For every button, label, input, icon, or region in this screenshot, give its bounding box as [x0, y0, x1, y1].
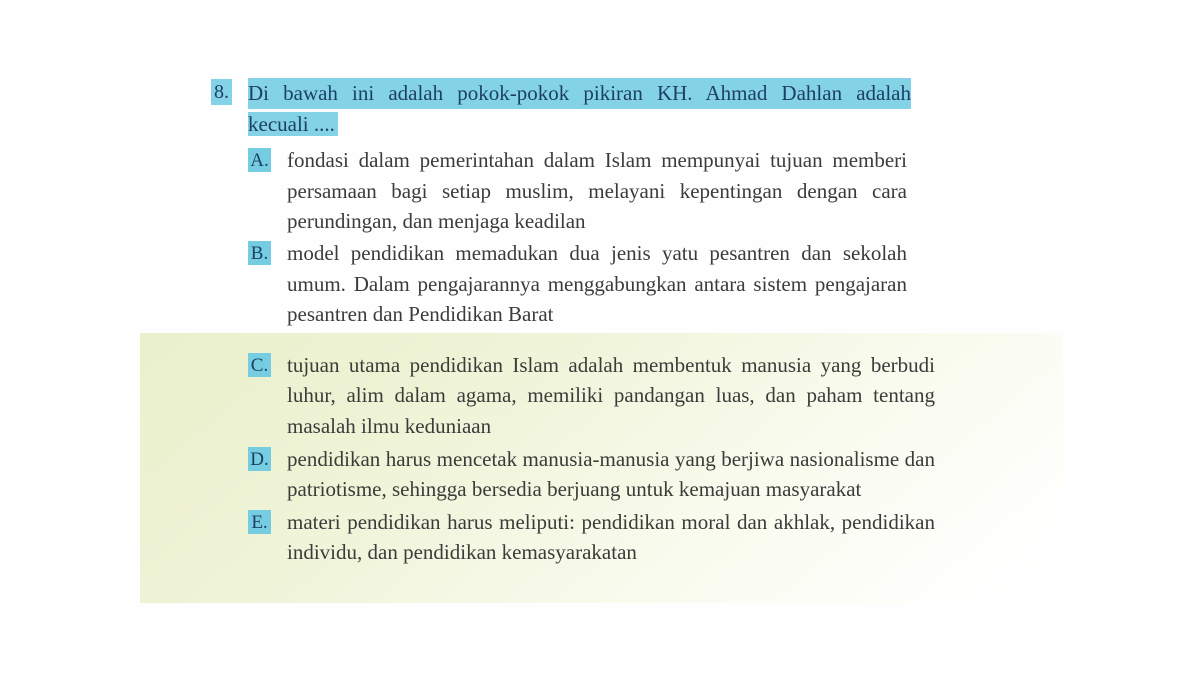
option-c-letter-badge: C.: [248, 353, 271, 377]
option-b-letter-badge: B.: [248, 241, 271, 265]
option-b-text: model pendidikan memadukan dua jenis yatu pesantren dan sekolah umum. Dalam pengajarannya menggabungkan antara sistem pengajaran pesantren dan Pendidikan Barat: [287, 240, 907, 327]
option-a: [211, 145, 971, 237]
option-c-text: tujuan utama pendidikan Islam adalah membentuk manusia yang berbudi luhur, alim dalam agama, memiliki pandangan luas, dan paham tentang masalah ilmu keduniaan: [287, 352, 935, 438]
option-c: [211, 350, 971, 442]
option-d-text: pendidikan harus mencetak manusia-manusia yang berjiwa nasionalisme dan patriotisme, sehingga bersedia berjuang untuk kemajuan masyarakat: [287, 446, 935, 502]
option-e-letter-badge: E.: [248, 510, 271, 534]
question: [211, 78, 971, 139]
option-b: [211, 238, 971, 330]
option-e: [211, 507, 971, 568]
option-d: [211, 444, 971, 505]
option-d-letter-badge: D.: [248, 447, 271, 471]
option-a-letter-badge: A.: [248, 148, 271, 172]
question-line-2: [248, 109, 911, 140]
option-a-text: fondasi dalam pemerintahan dalam Islam mempunyai tujuan memberi persamaan bagi setiap muslim, melayani kepentingan dengan cara perundingan, dan menjaga keadilan: [287, 148, 907, 234]
options-list: [211, 145, 971, 568]
question-line-2-highlighted: kecuali ....: [248, 112, 338, 136]
question-block: [211, 78, 971, 568]
option-e-text: materi pendidikan harus meliputi: pendidikan moral dan akhlak, pendidikan individu, dan pendidikan kemasyarakatan: [287, 509, 935, 565]
question-number: 8.: [211, 79, 232, 105]
question-text: [248, 78, 911, 139]
question-line-1-highlighted: Di bawah ini adalah pokok-pokok pikiran KH. Ahmad Dahlan adalah: [248, 78, 911, 109]
